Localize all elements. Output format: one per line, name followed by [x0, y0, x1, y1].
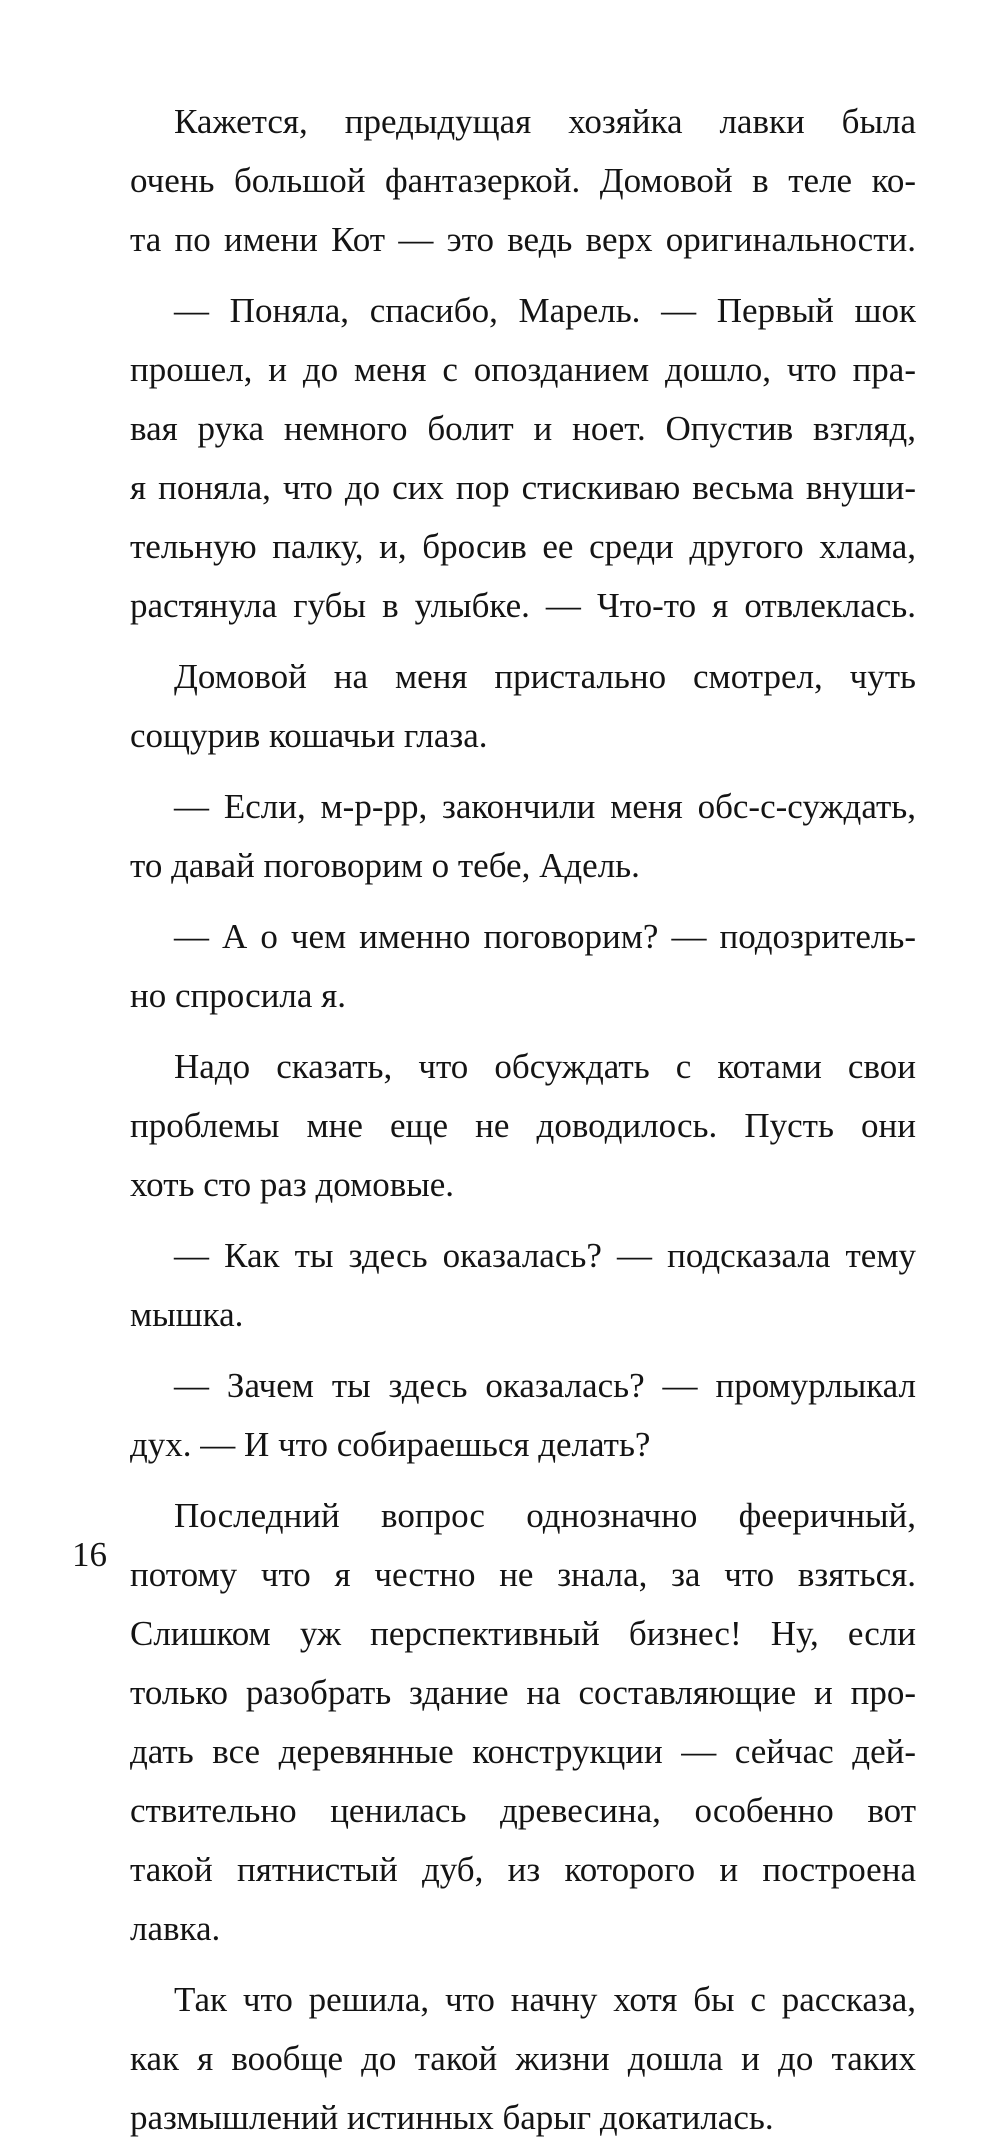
- text-line: я поняла, что до сих пор стискиваю весьма внуши-: [130, 468, 916, 507]
- page-number: 16: [72, 1535, 107, 1574]
- text-line: вая рука немного болит и ноет. Опустив взгляд,: [130, 409, 916, 448]
- text-line: мышка.: [130, 1295, 244, 1334]
- text-line: Кажется, предыдущая хозяйка лавки была: [174, 102, 916, 141]
- text-line: но спросила я.: [130, 976, 346, 1015]
- text-line: лавка.: [130, 1909, 221, 1948]
- text-line: Так что решила, что начну хотя бы с рассказа,: [174, 1980, 916, 2019]
- paragraph: [130, 1970, 916, 2147]
- text-line: Домовой на меня пристально смотрел, чуть: [174, 657, 916, 696]
- text-line: растянула губы в улыбке. — Что-то я отвлеклась.: [130, 586, 916, 625]
- text-line: Последний вопрос однозначно фееричный,: [174, 1496, 916, 1535]
- text-line: как я вообще до такой жизни дошла и до таких: [130, 2039, 916, 2078]
- text-line: потому что я честно не знала, за что взяться.: [130, 1555, 916, 1594]
- paragraph: [130, 907, 916, 1025]
- text-line: Надо сказать, что обсуждать с котами свои: [174, 1047, 916, 1086]
- text-line: ствительно ценилась древесина, особенно вот: [130, 1791, 916, 1830]
- text-line: такой пятнистый дуб, из которого и построена: [130, 1850, 916, 1889]
- text-line: прошел, и до меня с опозданием дошло, что пра-: [130, 350, 916, 389]
- book-page-text: [130, 92, 916, 2147]
- text-line: проблемы мне еще не доводилось. Пусть они: [130, 1106, 916, 1145]
- paragraph: [130, 1226, 916, 1344]
- text-line: — Если, м-р-рр, закончили меня обс-с-суждать,: [174, 787, 916, 826]
- text-line: — Зачем ты здесь оказалась? — промурлыкал: [174, 1366, 916, 1405]
- text-line: хоть сто раз домовые.: [130, 1165, 455, 1204]
- paragraph: [130, 647, 916, 765]
- text-line: сощурив кошачьи глаза.: [130, 716, 488, 755]
- paragraph: [130, 1037, 916, 1214]
- paragraph: [130, 1356, 916, 1474]
- paragraph: [130, 92, 916, 269]
- paragraph: [130, 777, 916, 895]
- text-line: та по имени Кот — это ведь верх оригинальности.: [130, 220, 916, 259]
- text-line: размышлений истинных барыг докатилась.: [130, 2098, 774, 2137]
- text-line: — Как ты здесь оказалась? — подсказала тему: [174, 1236, 916, 1275]
- text-line: очень большой фантазеркой. Домовой в теле ко-: [130, 161, 916, 200]
- text-line: — А о чем именно поговорим? — подозритель-: [174, 917, 916, 956]
- paragraph: [130, 1486, 916, 1958]
- text-line: только разобрать здание на составляющие и про-: [130, 1673, 916, 1712]
- text-line: дух. — И что собираешься делать?: [130, 1425, 651, 1464]
- text-line: то давай поговорим о тебе, Адель.: [130, 846, 640, 885]
- text-line: Слишком уж перспективный бизнес! Ну, если: [130, 1614, 916, 1653]
- paragraph: [130, 281, 916, 635]
- text-line: дать все деревянные конструкции — сейчас дей-: [130, 1732, 916, 1771]
- text-line: тельную палку, и, бросив ее среди другого хлама,: [130, 527, 916, 566]
- text-line: — Поняла, спасибо, Марель. — Первый шок: [174, 291, 916, 330]
